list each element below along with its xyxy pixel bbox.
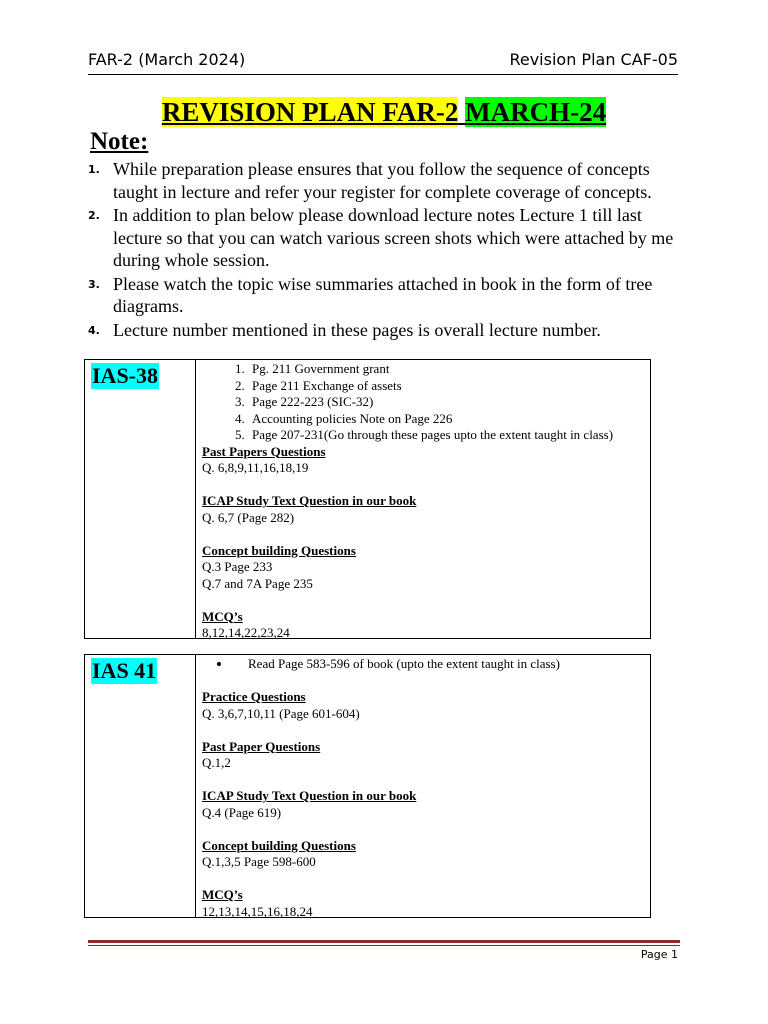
header-right-text: Revision Plan CAF-05 (509, 50, 678, 69)
past-paper-questions: Q.1,2 (202, 755, 231, 770)
reading-item: 4. Accounting policies Note on Page 226 (248, 411, 647, 428)
reading-list (202, 656, 647, 673)
past-paper-title: Past Paper Questions (202, 738, 321, 754)
title-part-date: MARCH-24 (465, 97, 607, 127)
mcq-numbers: 8,12,14,22,23,24 (202, 625, 290, 640)
column-divider (195, 655, 196, 917)
topic-content (202, 656, 647, 920)
note-text: In addition to plan below please download lecture notes Lecture 1 till last lecture so that you can watch various screen shots which were attached by me during whole session. (113, 205, 674, 270)
icap-title: ICAP Study Text Question in our book (202, 788, 417, 803)
practice-title: Practice Questions (202, 689, 306, 704)
note-number: 2. (88, 209, 100, 222)
topic-content (202, 361, 647, 642)
reading-item: 1. Pg. 211 Government grant (248, 361, 647, 378)
note-text: Please watch the topic wise summaries attached in book in the form of tree diagrams. (113, 273, 653, 316)
footer-rule (88, 940, 680, 943)
concept-question: Q.7 and 7A Page 235 (202, 575, 313, 591)
past-papers-questions: Q. 6,8,9,11,16,18,19 (202, 460, 309, 475)
reading-item: 5. Page 207-231(Go through these pages upto the extent taught in class) (248, 427, 647, 444)
reading-list (202, 361, 647, 444)
practice-questions: Q. 3,6,7,10,11 (Page 601-604) (202, 705, 360, 721)
concept-question: Q.3 Page 233 (202, 559, 273, 574)
notes-list (88, 158, 688, 342)
page-number: Page 1 (640, 948, 678, 961)
note-item (88, 319, 688, 342)
past-papers-title: Past Papers Questions (202, 443, 326, 459)
reading-item: 3. Page 222-223 (SIC-32) (248, 394, 647, 411)
icap-title: ICAP Study Text Question in our book (202, 493, 417, 508)
mcq-title: MCQ’s (202, 887, 243, 902)
note-item (88, 204, 688, 272)
note-number: 4. (88, 323, 100, 337)
concept-title: Concept building Questions (202, 837, 356, 853)
note-number: 3. (88, 277, 100, 291)
note-number: 1. (88, 163, 100, 176)
mcq-numbers: 12,13,14,15,16,18,24 (202, 903, 313, 919)
topic-label: IAS-38 (92, 363, 159, 388)
column-divider (195, 360, 196, 638)
document-title (0, 96, 768, 128)
concept-title: Concept building Questions (202, 542, 356, 558)
mcq-title: MCQ’s (202, 608, 243, 624)
icap-questions: Q.4 (Page 619) (202, 804, 282, 820)
note-heading: Note: (90, 128, 149, 155)
note-item (88, 273, 688, 318)
topic-box-ias-41 (84, 654, 651, 918)
icap-questions: Q. 6,7 (Page 282) (202, 509, 295, 525)
note-text: While preparation please ensures that you follow the sequence of concepts taught in lecture and refer your register for complete coverage of concepts. (113, 159, 652, 202)
note-text: Lecture number mentioned in these pages is overall lecture number. (113, 319, 601, 340)
topic-box-ias-38 (84, 359, 651, 639)
topic-label: IAS 41 (92, 658, 157, 683)
header-left-text: FAR-2 (March 2024) (88, 50, 246, 69)
footer-rule-thin (88, 945, 680, 946)
note-item (88, 158, 688, 203)
title-part-plan: REVISION PLAN FAR-2 (161, 97, 459, 127)
page-header (88, 48, 678, 75)
reading-item: • Read Page 583-596 of book (upto the extent taught in class) (232, 656, 647, 673)
concept-questions: Q.1,3,5 Page 598-600 (202, 854, 316, 869)
reading-item: 2. Page 211 Exchange of assets (248, 378, 647, 395)
